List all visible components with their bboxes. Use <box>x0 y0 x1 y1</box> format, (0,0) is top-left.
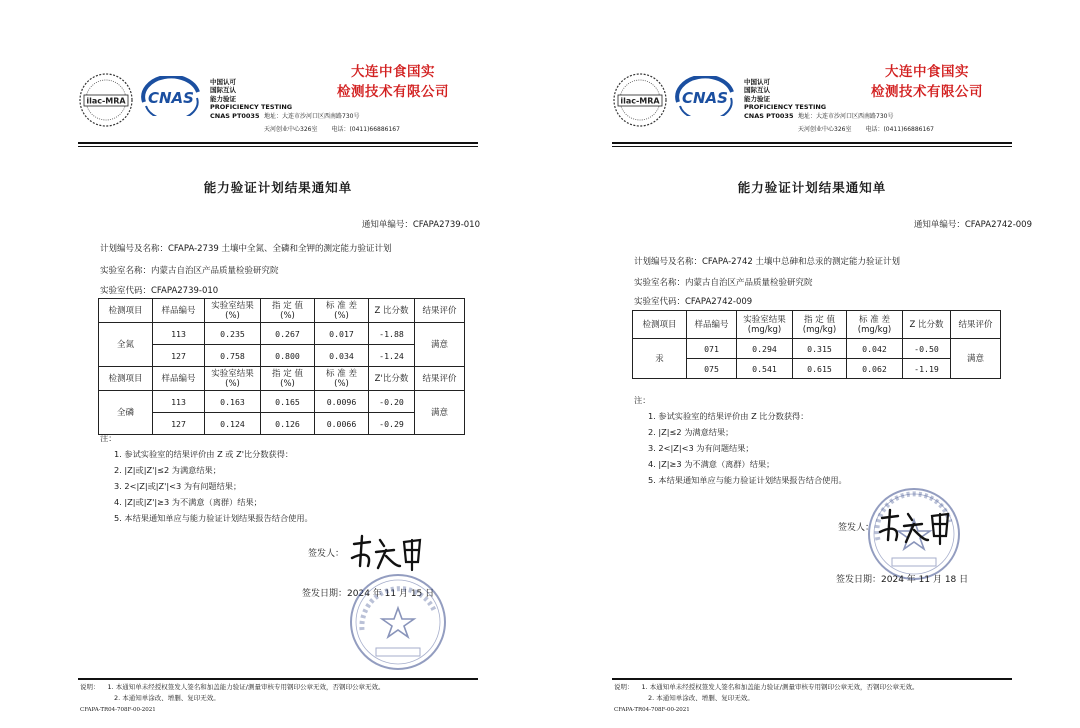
notice-number: 通知单编号：CFAPA2742-009 <box>913 220 1032 230</box>
signer-label: 签发人： <box>308 549 345 559</box>
header-rule-thin <box>78 146 478 147</box>
accreditation-text: 中国认可 国际互认 能力验证 PROFICIENCY TESTING CNAS PT0035 <box>744 78 827 120</box>
header-rule-thin <box>612 146 1012 147</box>
header-rule <box>78 142 478 144</box>
letterhead <box>78 60 468 140</box>
signer-label: 签发人： <box>838 523 875 533</box>
evaluation: 满意 <box>951 339 1001 379</box>
ilac-mra-logo <box>78 72 134 128</box>
test-item: 全氮 <box>99 323 153 367</box>
cnas-logo <box>140 76 202 116</box>
svg-text:ilac-MRA: ilac-MRA <box>86 96 126 106</box>
document-title: 能力验证计划结果通知单 <box>737 180 887 195</box>
notice-document-right <box>582 0 1032 728</box>
svg-text:ilac-MRA: ilac-MRA <box>620 96 660 106</box>
table-header-row: 检测项目 样品编号 实验室结果 (%) 指 定 值 (%) 标 准 差 (%) Z 比分数 结果评价 <box>99 299 465 323</box>
evaluation: 满意 <box>415 323 465 367</box>
form-code: CFAPA-TR04-708F-00-2021 <box>80 707 156 713</box>
letterhead <box>612 60 1002 140</box>
notice-document-left <box>48 0 480 728</box>
test-item: 全磷 <box>99 391 153 435</box>
footer-rule <box>612 678 1012 680</box>
lab-code: 实验室代码：CFAPA2742-009 <box>634 297 753 307</box>
results-table-mercury <box>632 310 1001 379</box>
accreditation-text: 中国认可 国际互认 能力验证 PROFICIENCY TESTING CNAS PT0035 <box>210 78 293 120</box>
ilac-mra-logo <box>612 72 668 128</box>
plan-name: 计划编号及名称：CFAPA-2742 土壤中总砷和总汞的测定能力验证计划 <box>634 257 900 267</box>
lab-code: 实验室代码：CFAPA2739-010 <box>100 286 219 296</box>
handwritten-signature <box>348 532 428 574</box>
lab-name: 实验室名称：内蒙古自治区产品质量检验研究院 <box>100 266 279 276</box>
plan-name: 计划编号及名称：CFAPA-2739 土壤中全氮、全磷和全钾的测定能力验证计划 <box>100 244 392 254</box>
svg-text:CNAS: CNAS <box>682 89 728 107</box>
table-row: 全氮 113 0.235 0.267 0.017 -1.88 满意 <box>99 323 465 345</box>
header-rule <box>612 142 1012 144</box>
results-table-nitrogen <box>98 298 465 435</box>
test-item: 汞 <box>633 339 687 379</box>
table-row: 全磷 113 0.163 0.165 0.0096 -0.20 满意 <box>99 391 465 413</box>
cnas-logo <box>674 76 736 116</box>
official-seal <box>346 570 450 674</box>
lab-name: 实验室名称：内蒙古自治区产品质量检验研究院 <box>634 278 813 288</box>
company-name: 大连中食国实 检测技术有限公司 <box>337 64 449 100</box>
table-row: 075 0.541 0.615 0.062 -1.19 <box>633 359 1001 379</box>
table-row: 127 0.758 0.800 0.034 -1.24 <box>99 345 465 367</box>
footer-notes: 说明： 1. 本通知单未经授权签发人签名和加盖能力验证/测量审核专用钢印公章无效，否钢印公章无效。 2. 本通知单涂改、增删、复印无效。 <box>614 683 919 702</box>
svg-text:CNAS: CNAS <box>148 89 194 107</box>
issue-date: 签发日期：2024 年 11 月 15 日 <box>302 589 435 599</box>
notes: 注： 1. 参试实验室的结果评价由 Z 或 Z'比分数获得： 2. |Z|或|Z'|≤2 为满意结果； 3. 2<|Z|或|Z'|<3 为有问题结果； 4. |Z|或|Z'|≥3 为不满意（离群）结果； 5. 本结果通知单应与能力验证计划结果报告结合使用。 <box>100 433 313 523</box>
table-header-row: 检测项目 样品编号 实验室结果 (%) 指 定 值 (%) 标 准 差 (%) Z'比分数 结果评价 <box>99 367 465 391</box>
form-code: CFAPA-TR04-708F-00-2021 <box>614 707 690 713</box>
footer-notes: 说明： 1. 本通知单未经授权签发人签名和加盖能力验证/测量审核专用钢印公章无效，否钢印公章无效。 2. 本通知单涂改、增删、复印无效。 <box>80 683 385 702</box>
evaluation: 满意 <box>415 391 465 435</box>
table-row: 汞 071 0.294 0.315 0.042 -0.50 满意 <box>633 339 1001 359</box>
issue-date: 签发日期：2024 年 11 月 18 日 <box>836 575 969 585</box>
handwritten-signature <box>876 506 956 548</box>
document-title: 能力验证计划结果通知单 <box>203 180 353 195</box>
table-header-row: 检测项目 样品编号 实验室结果 (mg/kg) 指 定 值 (mg/kg) 标 准 差 (mg/kg) Z 比分数 结果评价 <box>633 311 1001 339</box>
company-name: 大连中食国实 检测技术有限公司 <box>871 64 983 100</box>
company-address: 地址：大连市沙河口区西南路730号 天河创业中心326室 电话：(0411)66886167 <box>798 113 934 133</box>
footer-rule <box>78 678 478 680</box>
table-row: 127 0.124 0.126 0.0066 -0.29 <box>99 413 465 435</box>
notice-number: 通知单编号：CFAPA2739-010 <box>361 220 480 230</box>
company-address: 地址：大连市沙河口区西南路730号 天河创业中心326室 电话：(0411)66886167 <box>264 113 400 133</box>
notes: 注： 1. 参试实验室的结果评价由 Z 比分数获得： 2. |Z|≤2 为满意结果； 3. 2<|Z|<3 为有问题结果； 4. |Z|≥3 为不满意（离群）结果； 5. 本结果通知单应与能力验证计划结果报告结合使用。 <box>634 395 847 485</box>
